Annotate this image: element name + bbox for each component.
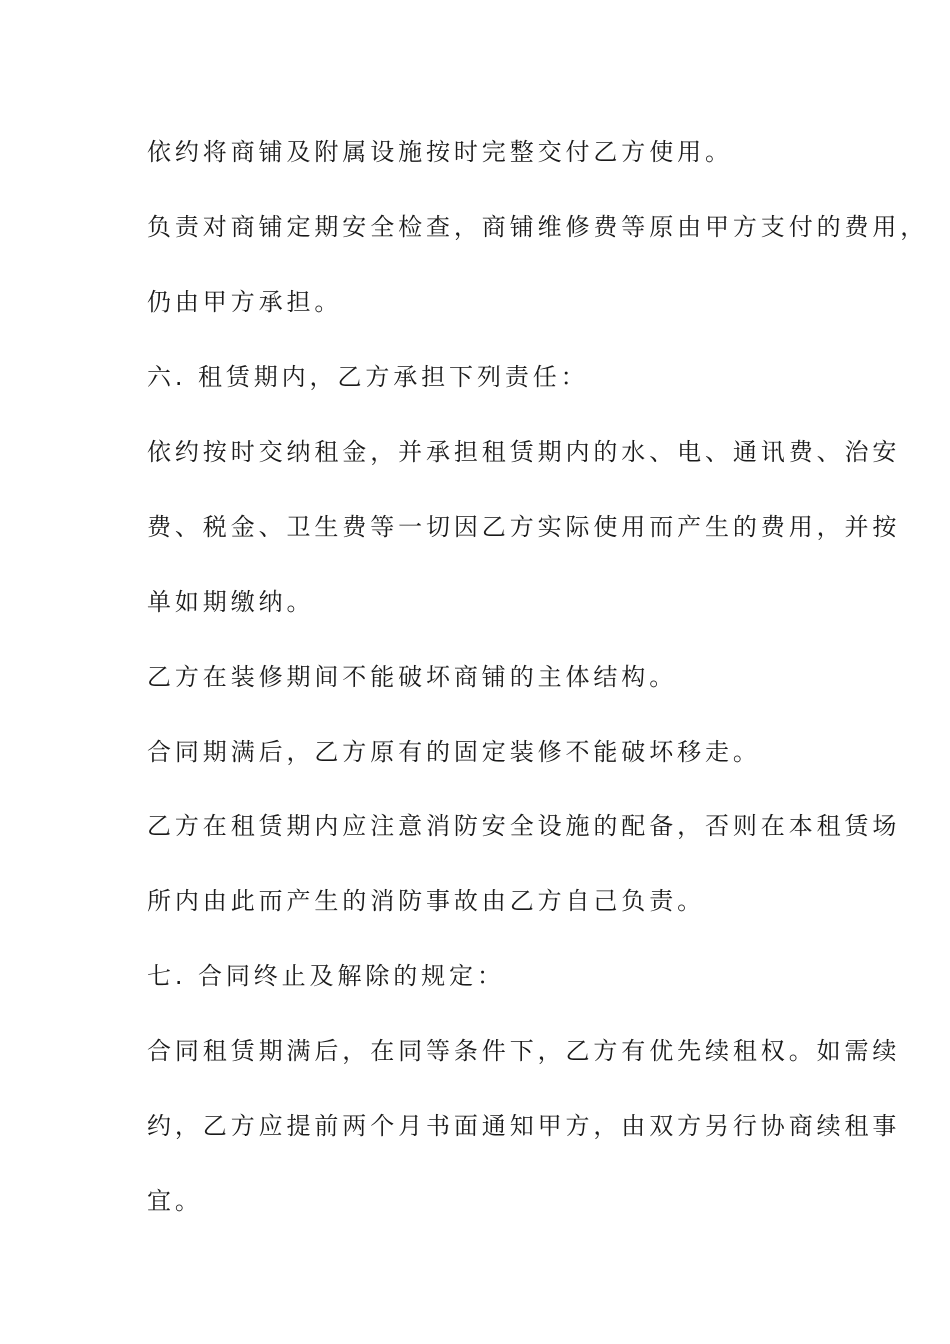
paragraph-line: 负责对商铺定期安全检查，商铺维修费等原由甲方支付的费用， (147, 213, 929, 241)
section-heading-six: 六. 租赁期内，乙方承担下列责任： (147, 363, 589, 391)
paragraph-line: 合同期满后，乙方原有的固定装修不能破坏移走。 (147, 738, 761, 766)
paragraph-line: 所内由此而产生的消防事故由乙方自己负责。 (147, 887, 705, 915)
paragraph-line: 仍由甲方承担。 (147, 288, 343, 316)
paragraph-line: 依约将商铺及附属设施按时完整交付乙方使用。 (147, 138, 733, 166)
paragraph-line: 单如期缴纳。 (147, 588, 315, 616)
paragraph-line: 依约按时交纳租金，并承担租赁期内的水、电、通讯费、治安 (147, 438, 901, 466)
section-heading-seven: 七. 合同终止及解除的规定： (147, 962, 505, 990)
paragraph-line: 宜。 (147, 1187, 203, 1215)
paragraph-line: 约，乙方应提前两个月书面通知甲方，由双方另行协商续租事 (147, 1112, 901, 1140)
paragraph-line: 合同租赁期满后，在同等条件下，乙方有优先续租权。如需续 (147, 1037, 901, 1065)
paragraph-line: 乙方在装修期间不能破坏商铺的主体结构。 (147, 663, 678, 691)
paragraph-line: 乙方在租赁期内应注意消防安全设施的配备，否则在本租赁场 (147, 812, 901, 840)
paragraph-line: 费、税金、卫生费等一切因乙方实际使用而产生的费用，并按 (147, 513, 901, 541)
